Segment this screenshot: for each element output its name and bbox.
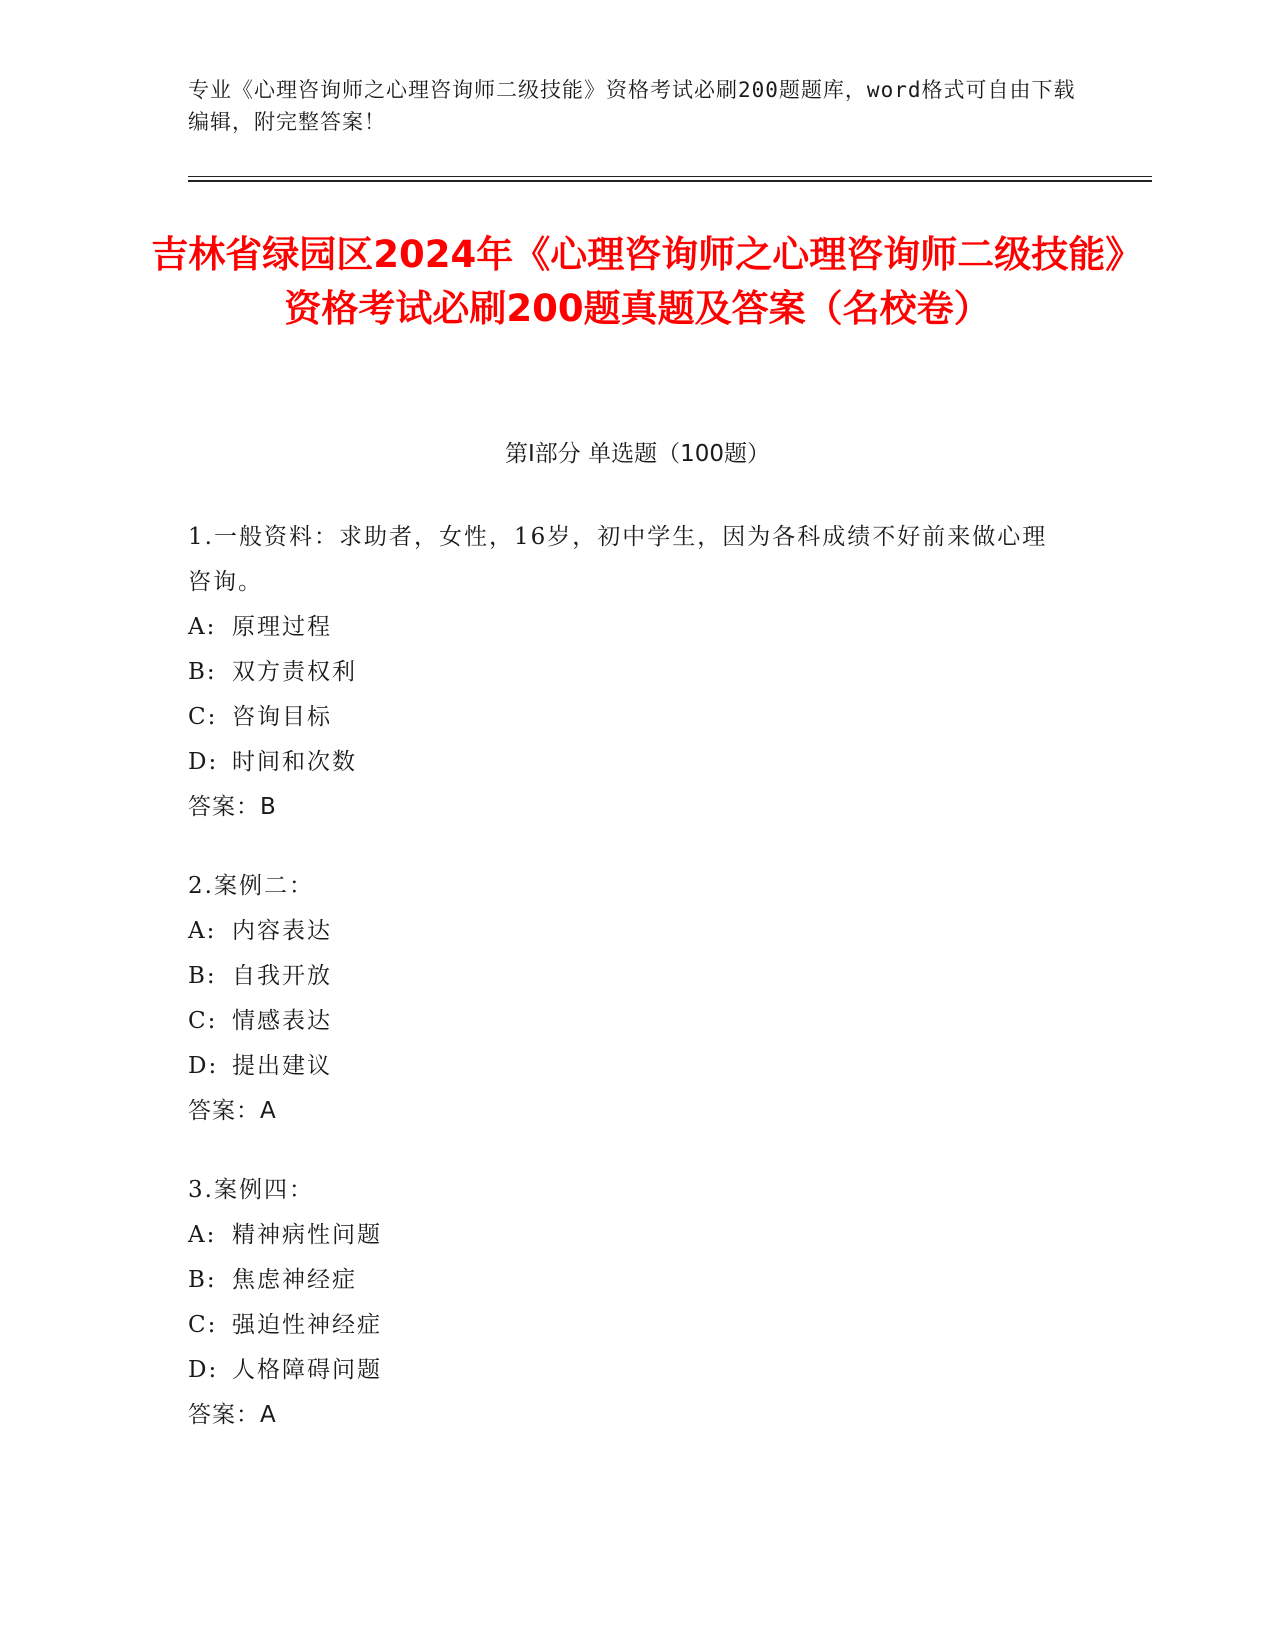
- option-text: 时间和次数: [232, 749, 357, 775]
- option-label: D:: [188, 749, 219, 775]
- option-d: [188, 740, 1068, 785]
- option-text: 焦虑神经症: [232, 1267, 357, 1293]
- answer: 答案：B: [188, 794, 277, 820]
- option-text: 情感表达: [232, 1008, 332, 1034]
- option-text: 精神病性问题: [232, 1222, 382, 1248]
- answer: 答案：A: [188, 1098, 277, 1124]
- option-text: 原理过程: [232, 614, 332, 640]
- option-label: D:: [188, 1357, 219, 1383]
- option-c: [188, 695, 1068, 740]
- question-1: [188, 515, 1068, 830]
- section-title: 第Ⅰ部分 单选题（100题）: [505, 441, 770, 467]
- header-divider-thin: [188, 176, 1152, 177]
- question-stem: 3.案例四：: [188, 1177, 314, 1203]
- answer: 答案：A: [188, 1402, 277, 1428]
- header-note: 专业《心理咨询师之心理咨询师二级技能》资格考试必刷200题题库，word格式可自由下载编辑，附完整答案！: [188, 78, 1076, 134]
- option-text: 咨询目标: [232, 704, 332, 730]
- option-b: [188, 1258, 1068, 1303]
- question-2: [188, 864, 1068, 1134]
- option-text: 人格障碍问题: [232, 1357, 382, 1383]
- option-text: 内容表达: [232, 918, 332, 944]
- question-stem: 2.案例二：: [188, 873, 314, 899]
- option-label: C:: [188, 1008, 218, 1034]
- option-a: [188, 605, 1068, 650]
- option-b: [188, 954, 1068, 999]
- option-text: 强迫性神经症: [232, 1312, 382, 1338]
- option-text: 双方责权利: [232, 659, 357, 685]
- option-text: 自我开放: [232, 963, 332, 989]
- question-stem: 1.一般资料：求助者，女性，16岁，初中学生，因为各科成绩不好前来做心理咨询。: [188, 524, 1048, 595]
- option-b: [188, 650, 1068, 695]
- question-3: [188, 1168, 1068, 1438]
- option-c: [188, 999, 1068, 1044]
- option-label: B:: [188, 1267, 217, 1293]
- option-a: [188, 1213, 1068, 1258]
- option-d: [188, 1348, 1068, 1393]
- option-text: 提出建议: [232, 1053, 332, 1079]
- option-c: [188, 1303, 1068, 1348]
- option-a: [188, 909, 1068, 954]
- header-divider-thick: [188, 180, 1152, 182]
- option-label: B:: [188, 963, 217, 989]
- option-label: A:: [188, 1222, 217, 1248]
- option-label: C:: [188, 1312, 218, 1338]
- document-title: 吉林省绿园区2024年《心理咨询师之心理咨询师二级技能》资格考试必刷200题真题及答案（名校卷）: [151, 233, 1124, 330]
- option-label: B:: [188, 659, 217, 685]
- option-label: A:: [188, 614, 217, 640]
- option-label: C:: [188, 704, 218, 730]
- option-label: A:: [188, 918, 217, 944]
- option-label: D:: [188, 1053, 219, 1079]
- option-d: [188, 1044, 1068, 1089]
